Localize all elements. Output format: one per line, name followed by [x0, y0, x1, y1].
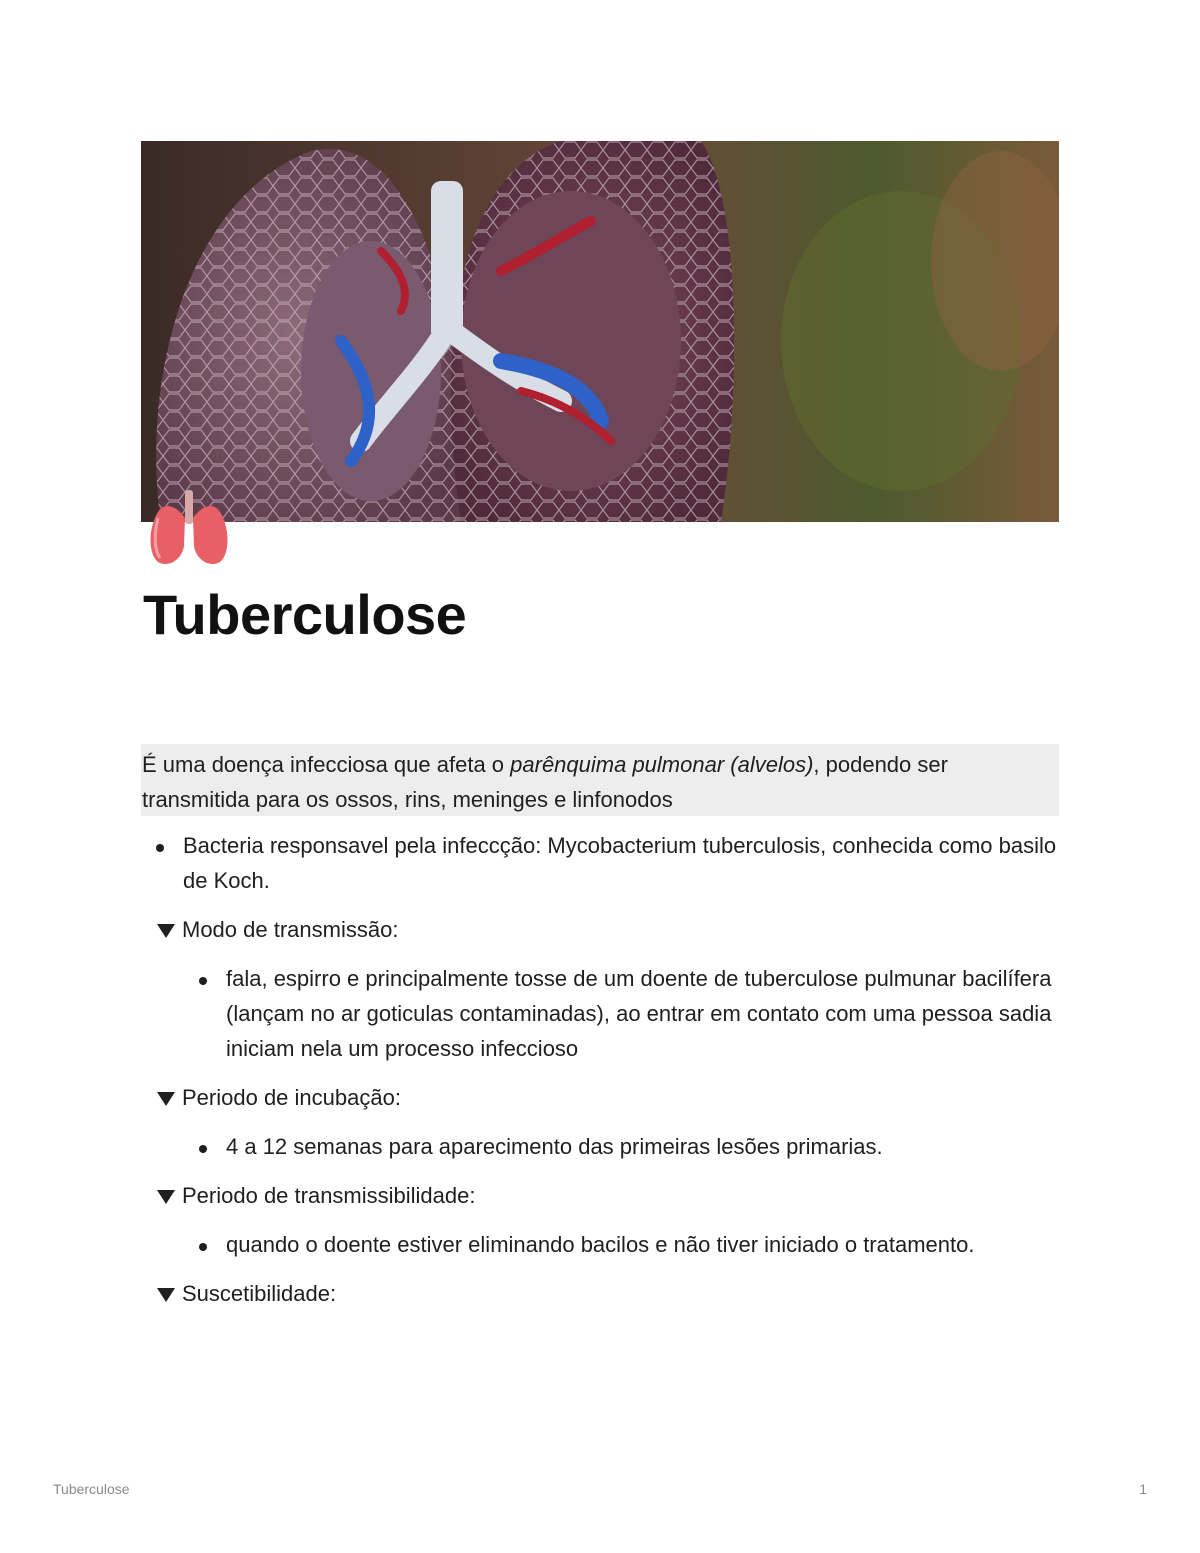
list-item [141, 1227, 1059, 1262]
toggle-label: Periodo de transmissibilidade: [182, 1183, 476, 1208]
toggle-label: Periodo de incubação: [182, 1085, 401, 1110]
toggle-transmissibilidade[interactable] [141, 1178, 1059, 1213]
bullet-icon [199, 1243, 207, 1251]
toggle-suscetibilidade[interactable] [141, 1276, 1059, 1311]
callout-text-italic: parênquima pulmonar (alvelos) [510, 752, 814, 777]
bullet-icon [199, 1145, 207, 1153]
list-item-text: quando o doente estiver eliminando bacilos e não tiver iniciado o tratamento. [226, 1232, 975, 1257]
toggle-incubacao[interactable] [141, 1080, 1059, 1115]
cover-image [141, 141, 1059, 522]
callout-text-end: , podendo ser transmitida para os ossos, rins, meninges e linfonodos [142, 752, 948, 812]
content-list [141, 828, 1059, 1325]
bullet-icon [156, 844, 164, 852]
list-item-text: fala, espirro e principalmente tosse de um doente de tuberculose pulmunar bacilífera (lançam no ar goticulas contaminadas), ao entrar em contato com uma pessoa sadia iniciam nela um processo infeccioso [226, 966, 1052, 1061]
lungs-icon [146, 488, 232, 568]
list-item [141, 1129, 1059, 1164]
list-item [141, 961, 1059, 1066]
list-item [141, 828, 1059, 898]
callout-text-start: É uma doença infecciosa que afeta o [142, 752, 511, 777]
list-item-text: 4 a 12 semanas para aparecimento das primeiras lesões primarias. [226, 1134, 883, 1159]
toggle-triangle-icon[interactable] [157, 1190, 175, 1204]
footer-page-number: 1 [1139, 1481, 1147, 1497]
page-title: Tuberculose [143, 583, 467, 646]
list-item-text: Bacteria responsavel pela infeccção: Mycobacterium tuberculosis, conhecida como basilo de Koch. [183, 833, 1057, 893]
toggle-triangle-icon[interactable] [157, 924, 175, 938]
toggle-triangle-icon[interactable] [157, 1288, 175, 1302]
bullet-icon [199, 977, 207, 985]
toggle-label: Suscetibilidade: [182, 1281, 337, 1306]
toggle-triangle-icon[interactable] [157, 1092, 175, 1106]
footer-doc-name: Tuberculose [53, 1481, 130, 1497]
toggle-transmissao[interactable] [141, 912, 1059, 947]
callout-block [141, 744, 1059, 816]
toggle-label: Modo de transmissão: [182, 917, 399, 942]
